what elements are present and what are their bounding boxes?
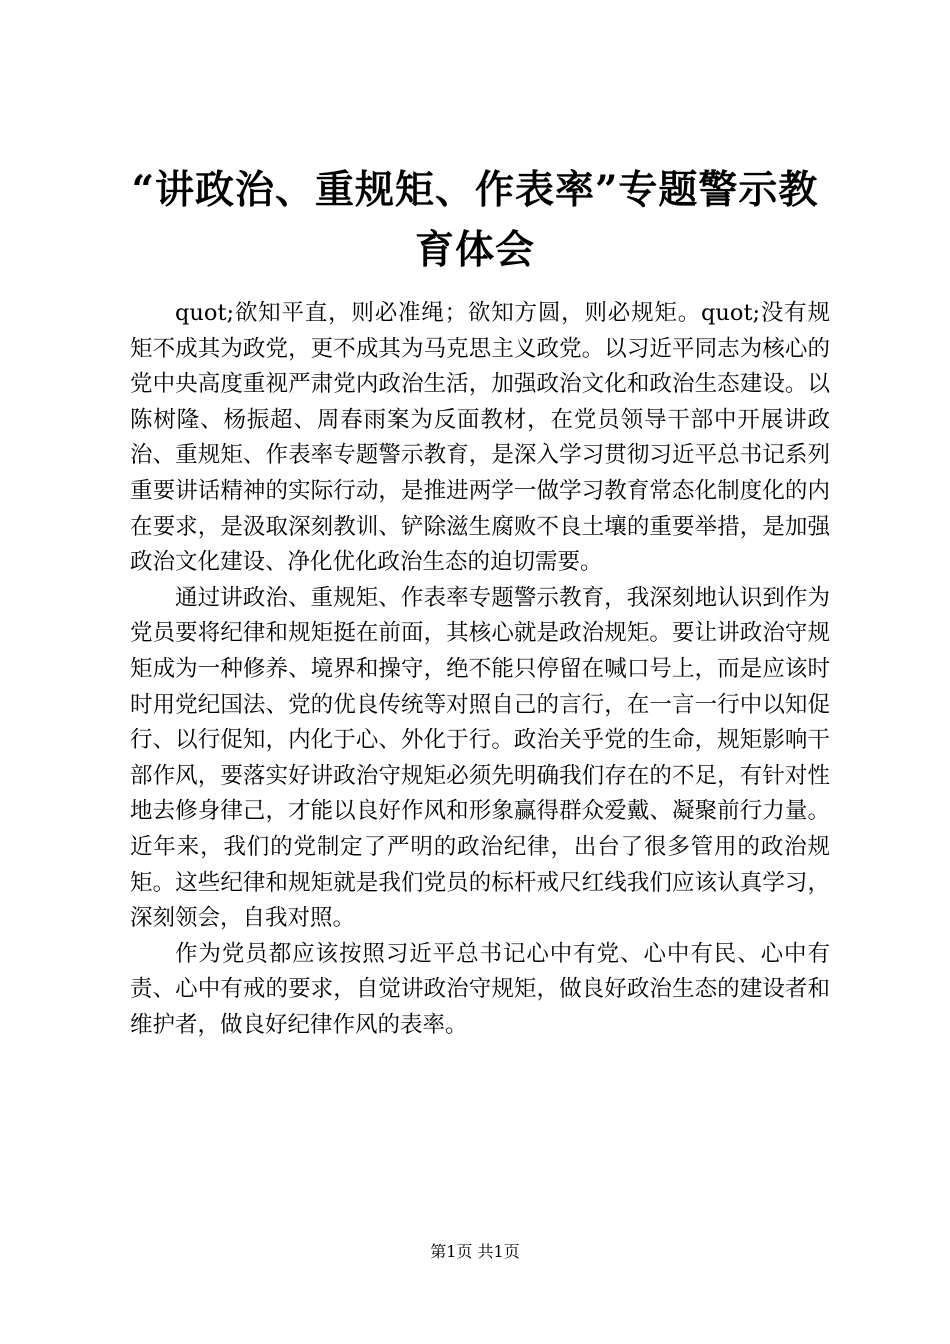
body-paragraph-2: 通过讲政治、重规矩、作表率专题警示教育，我深刻地认识到作为党员要将纪律和规矩挺在前面，其核心就是政治规矩。要让讲政治守规矩成为一种修养、境界和操守，绝不能只停留在喊口号上，而是应该时时用党纪国法、党的优良传统等对照自己的言行，在一言一行中以知促行、以行促知，内化于心、外化于行。政治关乎党的生命，规矩影响干部作风，要落实好讲政治守规矩必须先明确我们存在的不足，有针对性地去修身律己，才能以良好作风和形象赢得群众爱戴、凝聚前行力量。近年来，我们的党制定了严明的政治纪律，出台了很多管用的政治规矩。这些纪律和规矩就是我们党员的标杆戒尺红线我们应该认真学习，深刻领会，自我对照。 (130, 584, 830, 932)
document-title: “讲政治、重规矩、作表率”专题警示教育体会 (131, 167, 819, 273)
document-body (130, 296, 830, 1043)
body-paragraph-1: quot;欲知平直，则必准绳；欲知方圆，则必规矩。quot;没有规矩不成其为政党，更不成其为马克思主义政党。以习近平同志为核心的党中央高度重视严肃党内政治生活，加强政治文化和政治生态建设。以陈树隆、杨振超、周春雨案为反面教材，在党员领导干部中开展讲政治、重规矩、作表率专题警示教育，是深入学习贯彻习近平总书记系列重要讲话精神的实际行动，是推进两学一做学习教育常态化制度化的内在要求，是汲取深刻教训、铲除滋生腐败不良土壤的重要举措，是加强政治文化建设、净化优化政治生态的迫切需要。 (130, 300, 830, 576)
page-footer: 第1页 共1页 (430, 1242, 520, 1261)
body-paragraph-3: 作为党员都应该按照习近平总书记心中有党、心中有民、心中有责、心中有戒的要求，自觉讲政治守规矩，做良好政治生态的建设者和维护者，做良好纪律作风的表率。 (130, 940, 830, 1038)
